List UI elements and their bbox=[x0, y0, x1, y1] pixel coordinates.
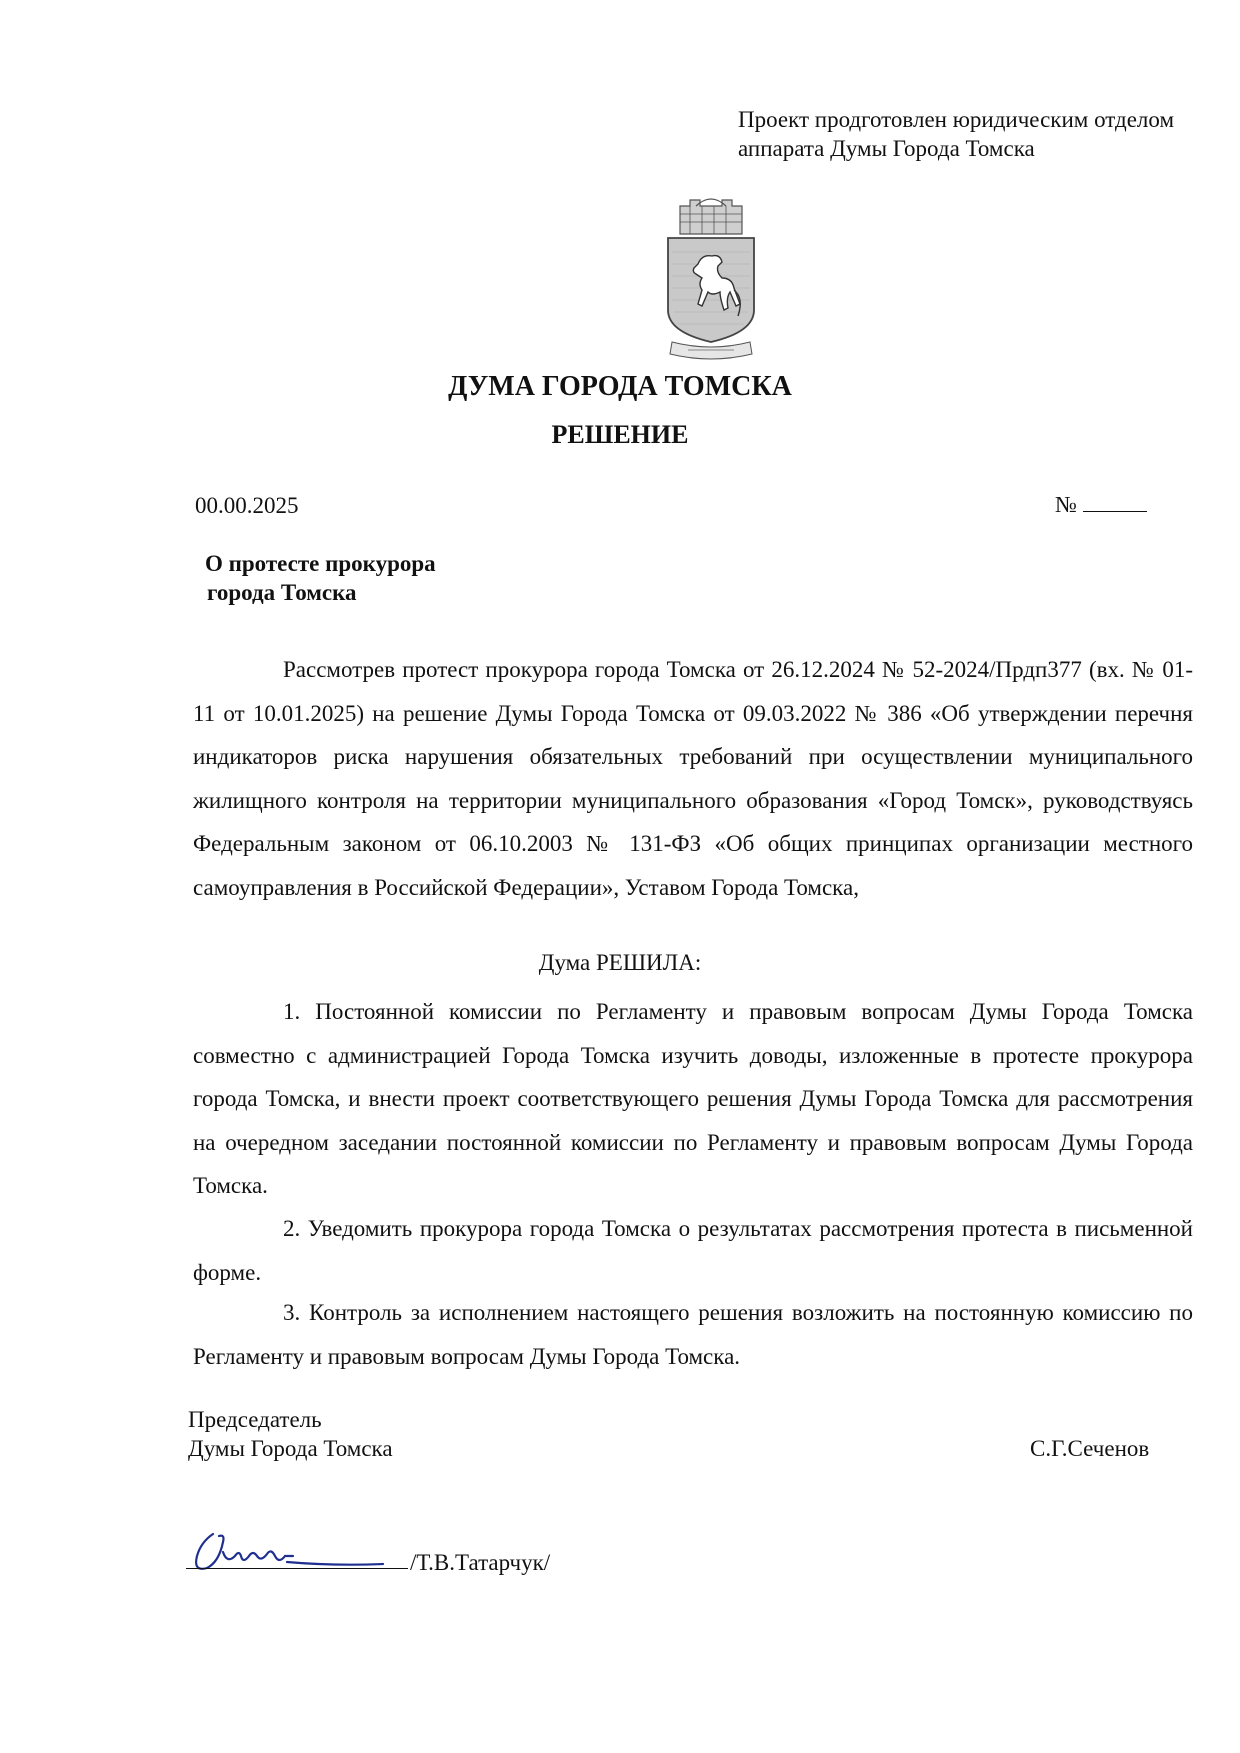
signatory-title-line-1: Председатель bbox=[188, 1407, 322, 1432]
intro-paragraph: Рассмотрев протест прокурора города Томска от 26.12.2024 № 52-2024/Прдп377 (вх. № 01-11 от 10.01.2025) на решение Думы Города Томска от 09.03.2022 № 386 «Об утверждении перечня индикаторов риска нарушения обязательных требований при осуществлении муниципального жилищного контроля на территории муниципального образования «Город Томск», руководствуясь Федеральным законом от 06.10.2003 № 131-ФЗ «Об общих принципах организации местного самоуправления в Российской Федерации», Уставом Города Томска, bbox=[193, 657, 1193, 900]
document-subject bbox=[205, 549, 436, 607]
prepared-by-line-1: Проект продготовлен юридическим отделом bbox=[738, 107, 1175, 132]
organization-title: ДУМА ГОРОДА ТОМСКА bbox=[448, 371, 792, 402]
item-block-3 bbox=[193, 1291, 1193, 1378]
approval-signature-block bbox=[183, 1522, 643, 1582]
number-label: № bbox=[1055, 492, 1077, 517]
approver-name: /Т.В.Татарчук/ bbox=[410, 1550, 551, 1575]
document-type: РЕШЕНИЕ bbox=[551, 420, 689, 449]
prepared-by-line-2: аппарата Думы Города Томска bbox=[738, 136, 1035, 161]
resolution-item-2: 2. Уведомить прокурора города Томска о результатах рассмотрения протеста в письменной форме. bbox=[193, 1216, 1193, 1285]
document-number bbox=[1055, 489, 1147, 519]
document-date: 00.00.2025 bbox=[195, 493, 299, 518]
number-blank-line bbox=[1083, 489, 1147, 512]
resolution-item-1: 1. Постоянной комиссии по Регламенту и правовым вопросам Думы Города Томска совместно с администрацией Города Томска изучить доводы, изложенные в протесте прокурора города Томска, и внести проект соответствующего решения Думы Города Томска для рассмотрения на очередном заседании постоянной комиссии по Регламенту и правовым вопросам Думы Города Томска. bbox=[193, 999, 1193, 1198]
item-block-2 bbox=[193, 1207, 1193, 1294]
subject-line-1: О протесте прокурора bbox=[205, 551, 436, 576]
resolution-item-3: 3. Контроль за исполнением настоящего решения возложить на постоянную комиссию по Регламенту и правовым вопросам Думы Города Томска. bbox=[193, 1300, 1193, 1369]
resolution-heading: Дума РЕШИЛА: bbox=[538, 950, 702, 975]
subject-line-2: города Томска bbox=[207, 580, 357, 605]
signatory-name: С.Г.Сеченов bbox=[1030, 1436, 1150, 1461]
signature-line bbox=[186, 1568, 408, 1569]
prepared-by-note bbox=[738, 105, 1218, 163]
item-block-1 bbox=[193, 990, 1193, 1208]
handwritten-signature-icon bbox=[183, 1522, 413, 1578]
signatory-title bbox=[188, 1405, 393, 1463]
intro-paragraph-block bbox=[193, 648, 1193, 909]
tomsk-coat-of-arms-icon bbox=[658, 192, 764, 362]
signatory-title-line-2: Думы Города Томска bbox=[188, 1436, 393, 1461]
